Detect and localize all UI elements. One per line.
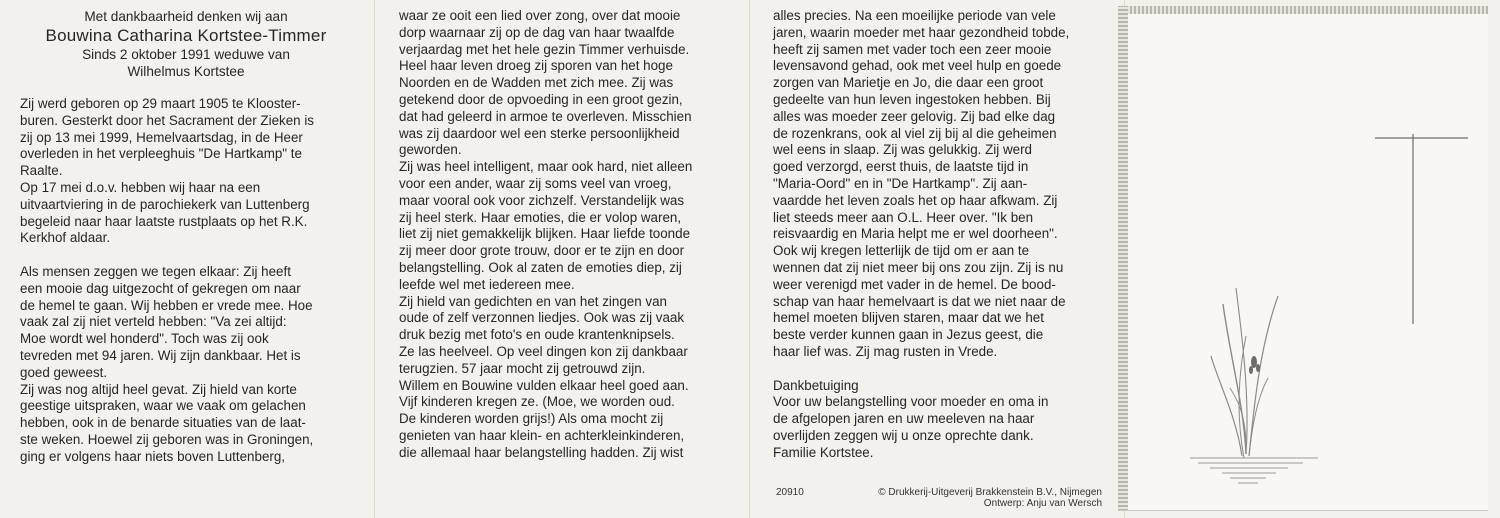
reed-plant-icon <box>1211 288 1278 458</box>
panel-1 <box>20 8 352 466</box>
paragraph: Zij was heel intelligent, maar ook hard, niet alleen voor een ander, waar zij soms veel van vroeg, maar vooral ook voor zichzelf. Verstandelijk was zij heel sterk. Haar emoties, die er volop waren, liet zij niet gemakkelijk blijken. Haar liefde toonde zij meer door grote trouw, door er te zijn en door belangstelling. Ook al zaten de emoties diep, zij leefde wel met iedereen mee. <box>399 159 693 292</box>
paragraph: waar ze ooit een lied over zong, over dat mooie dorp waarnaar zij op de dag van haar twaalfde verjaardag met het hele gezin Timmer verhuisde. Heel haar leven droeg zij sporen van het hoge Noorden en de Wadden met zich mee. Zij was getekend door de opvoeding in een groot gezin, dat had geleerd in armoe te overleven. Misschien was zij daardoor wel een sterke persoonlijkheid geworden. <box>399 8 692 158</box>
flower-icon <box>1249 356 1260 374</box>
paragraph: Als mensen zeggen we tegen elkaar: Zij heeft een mooie dag uitgezocht of gekregen om naar de hemel te gaan. Wij hebben er vrede mee. Hoe vaak zal zij niet verteld hebben: "Va zei altijd: Moe wordt wel honderd". Toch was zij ook tevreden met 94 jaren. Wij zijn dankbaar. Het is goed geweest. <box>20 263 313 380</box>
thanks-text: Voor uw belangstelling voor moeder en oma in de afgelopen jaren en uw meeleven na haar overlijden zeggen wij u onze oprechte dank. <box>773 394 1049 443</box>
cross-and-reed-illustration <box>1118 6 1488 511</box>
panel-3 <box>773 8 1104 462</box>
heading-widow-line: Sinds 2 oktober 1991 weduwe van <box>82 47 290 62</box>
heading-intro: Met dankbaarheid denken wij aan <box>84 9 288 24</box>
printer-credit: © Drukkerij-Uitgeverij Brakkenstein B.V., Nijmegen <box>878 487 1102 498</box>
paragraph: Zij hield van gedichten en van het zingen van oude of zelf verzonnen liedjes. Ook was zij vaak druk bezig met foto's en oude krantenknipsels. Ze las heelveel. Op veel dingen kon zij dankbaar terugzien. 57 jaar mocht zij getrouwd zijn. Willem en Bouwine vulden elkaar heel goed aan. Vijf kinderen kregen ze. (Moe, we worden oud. De kinderen worden grijs!) Als oma mocht zij genieten van haar klein- en achterkleinkinderen, die allemaal haar belangstelling hadden. Zij wist <box>399 293 689 460</box>
heading-spouse-name: Wilhelmus Kortstee <box>127 64 245 79</box>
card-border <box>1118 510 1488 511</box>
card-border <box>1118 6 1128 511</box>
memorial-heading <box>20 8 352 80</box>
card-border <box>1118 6 1488 14</box>
thanks-title: Dankbetuiging <box>773 377 859 393</box>
memorial-card-image <box>1118 6 1488 511</box>
signature: Familie Kortstee. <box>773 444 874 460</box>
fold-line <box>374 0 375 518</box>
paragraph: Ook wij kregen letterlijk de tijd om er aan te wennen dat zij niet meer bij ons zou zijn. Zij is nu weer verenigd met vader in de hemel. De bood- schap van haar hemelvaart is dat we niet naar de hemel moeten blijven staren, maar dat we het beste verder kunnen gaan in Jezus geest, die haar lief was. Zij mag rusten in Vrede. <box>773 243 1066 359</box>
design-credit: Ontwerp: Anju van Wersch <box>983 498 1102 509</box>
deceased-name: Bouwina Catharina Kortstee-Timmer <box>45 26 327 45</box>
cross-icon <box>1375 134 1468 324</box>
paragraph: Zij was nog altijd heel gevat. Zij hield van korte geestige uitspraken, waar we vaak om gelachen hebben, ook in de benarde situaties van de laat- ste weken. Hoewel zij geboren was in Groningen, ging er volgens haar niets boven Luttenberg, <box>20 381 314 464</box>
card-number: 20910 <box>776 487 804 498</box>
water-reflection-icon <box>1190 458 1318 483</box>
paragraph: Zij werd geboren op 29 maart 1905 te Klooster- buren. Gesterkt door het Sacrament der Zieken is zij op 13 mei 1999, Hemelvaartsdag, in de Heer overleden in het verpleeghuis "De Hartkamp" te Raalte. <box>20 96 314 179</box>
paragraph: alles precies. Na een moeilijke periode van vele jaren, waarin moeder met haar gezondheid tobde, heeft zij samen met vader toch een zeer mooie levensavond gehad, ook met veel hulp en goede zorgen van Marietje en Jo, die daar een groot gedeelte van hun leven ingestoken hebben. Bij alles was moeder zeer gelovig. Zij bad elke dag de rozenkrans, ook al viel zij bij al die geheimen wel eens in slaap. Zij was gelukkig. Zij werd goed verzorgd, eerst thuis, de laatste tijd in "Maria-Oord" en in "De Hartkamp". Zij aan- vaardde het leven zoals het op haar afkwam. Zij liet steeds meer aan O.L. Heer over. "Ik ben reisvaardig en Maria helpt me er wel doorheen". <box>773 8 1070 242</box>
fold-line <box>749 0 750 518</box>
panel-2 <box>399 8 730 462</box>
paragraph: Op 17 mei d.o.v. hebben wij haar na een uitvaartviering in de parochiekerk van Luttenberg begeleid naar haar laatste rustplaats op het R.K. Kerkhof aldaar. <box>20 179 310 246</box>
